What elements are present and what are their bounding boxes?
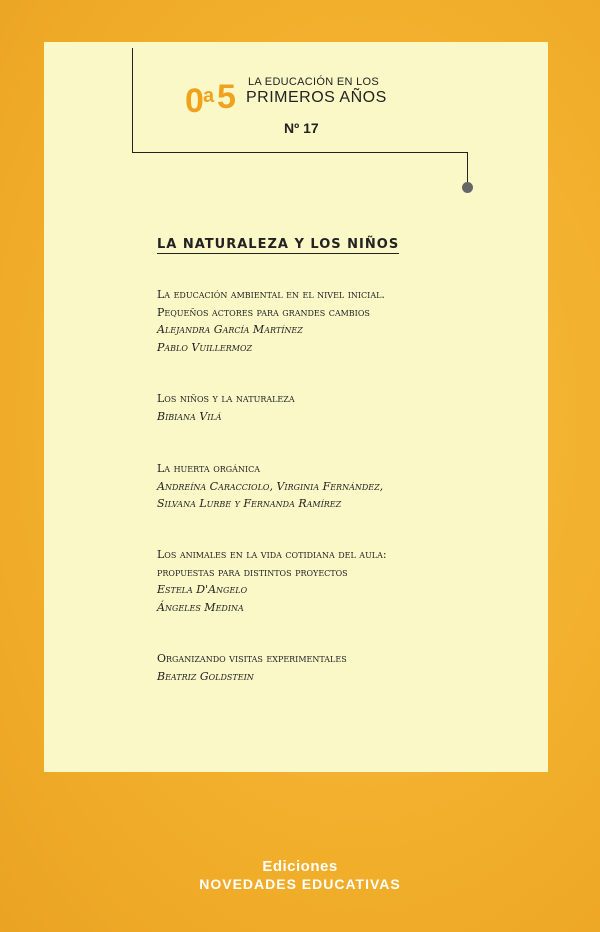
- entry-title: Los niños y la naturaleza: [157, 392, 295, 405]
- entry-author: Silvana Lurbe y Fernanda Ramírez: [157, 497, 342, 510]
- toc-entry: [157, 390, 295, 425]
- entry-title: Pequeños actores para grandes cambios: [157, 305, 370, 319]
- toc-entry: [157, 650, 347, 685]
- svg-text:0: 0: [185, 82, 204, 118]
- series-line-2: PRIMEROS AÑOS: [246, 89, 387, 106]
- entry-author: Ángeles Medina: [157, 600, 244, 614]
- entry-author: Andreína Caracciolo, Virginia Fernández,: [157, 479, 384, 493]
- frame-dot: [462, 182, 473, 193]
- page-title: LA NATURALEZA Y LOS NIÑOS: [157, 237, 400, 252]
- series-logo-icon: [185, 72, 245, 118]
- toc-entry: [157, 460, 383, 513]
- frame-line-vertical: [132, 48, 133, 152]
- toc-entry: [157, 286, 385, 356]
- entry-title: Los animales en la vida cotidiana del aula:: [157, 548, 387, 561]
- entry-author: Bibiana Vilá: [157, 409, 222, 423]
- svg-text:a: a: [203, 85, 215, 107]
- publisher-line-2: NOVEDADES EDUCATIVAS: [199, 876, 401, 892]
- entry-author: Beatriz Goldstein: [157, 669, 254, 683]
- entry-title: propuestas para distintos proyectos: [157, 565, 348, 579]
- entry-author: Estela D'Angelo: [157, 583, 248, 596]
- entry-author: Alejandra García Martínez: [157, 323, 303, 336]
- series-line-1: LA EDUCACIÓN EN LOS: [248, 76, 380, 88]
- frame-line-drop: [467, 152, 468, 182]
- publisher-line-1: Ediciones: [262, 858, 338, 875]
- svg-text:5: 5: [217, 78, 236, 116]
- issue-number: Nº 17: [284, 120, 319, 136]
- toc-entry: [157, 546, 387, 616]
- entry-title: La educación ambiental en el nivel inicial.: [157, 288, 385, 301]
- entry-title: Organizando visitas experimentales: [157, 652, 347, 665]
- frame-line-horizontal: [132, 152, 468, 153]
- entry-author: Pablo Vuillermoz: [157, 340, 253, 354]
- entry-title: La huerta orgánica: [157, 462, 261, 475]
